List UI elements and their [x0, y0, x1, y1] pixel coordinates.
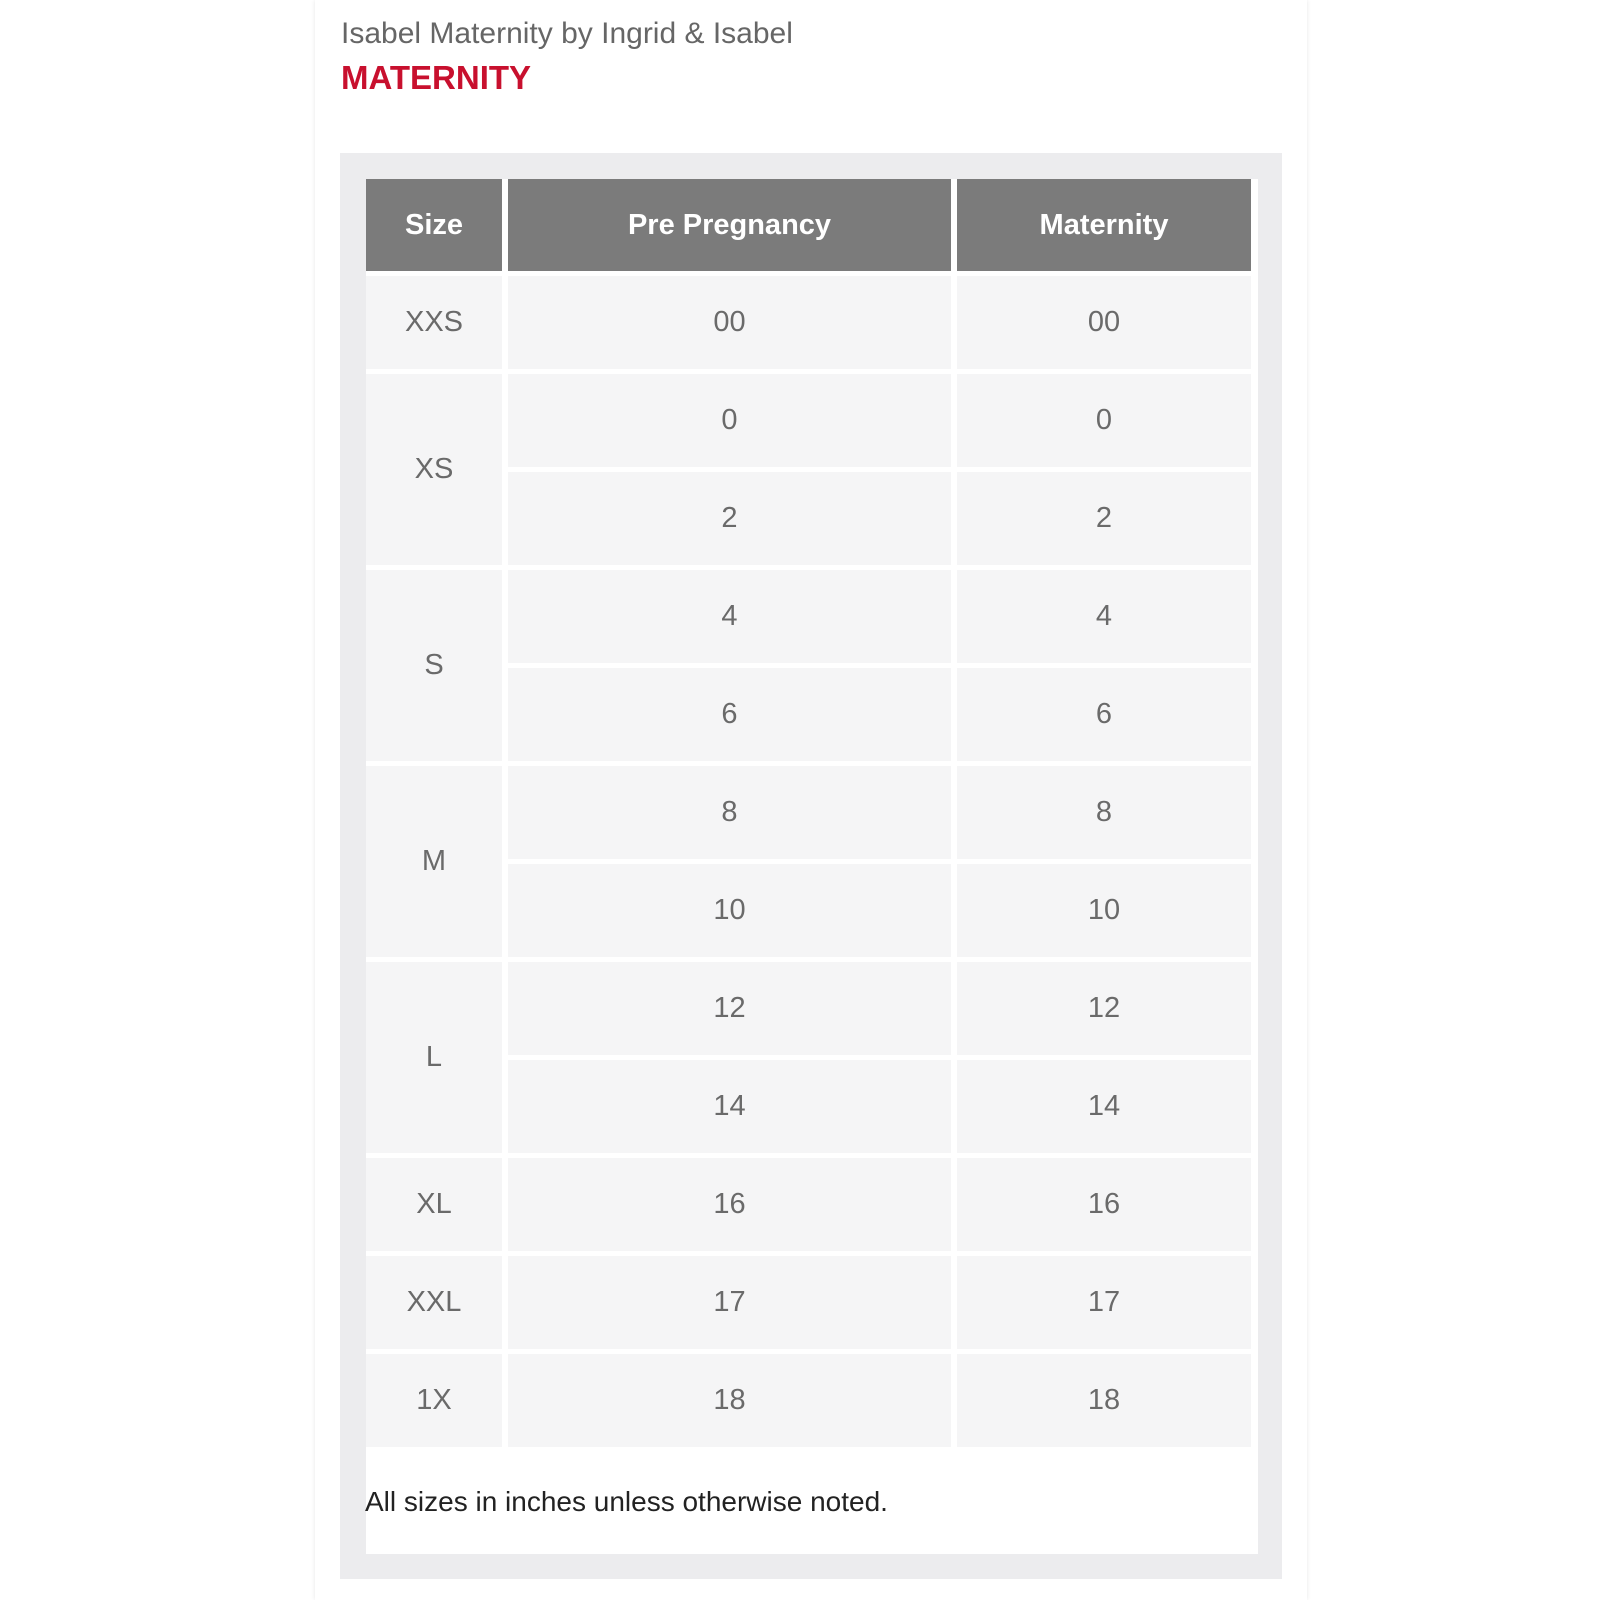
pre-pregnancy-cell: 18: [508, 1354, 951, 1447]
column-header: Pre Pregnancy: [508, 179, 951, 271]
pre-pregnancy-cell: 2: [508, 472, 951, 565]
size-label-cell: XL: [366, 1158, 502, 1251]
size-label-cell: 1X: [366, 1354, 502, 1447]
size-label-cell: S: [366, 570, 502, 761]
column-header: Size: [366, 179, 502, 271]
maternity-cell: 10: [957, 864, 1251, 957]
size-label-cell: XXL: [366, 1256, 502, 1349]
maternity-cell: 6: [957, 668, 1251, 761]
maternity-cell: 0: [957, 374, 1251, 467]
pre-pregnancy-cell: 4: [508, 570, 951, 663]
maternity-cell: 8: [957, 766, 1251, 859]
brand-name: Isabel Maternity by Ingrid & Isabel: [341, 17, 793, 50]
maternity-cell: 2: [957, 472, 1251, 565]
maternity-cell: 14: [957, 1060, 1251, 1153]
pre-pregnancy-cell: 17: [508, 1256, 951, 1349]
pre-pregnancy-cell: 0: [508, 374, 951, 467]
pre-pregnancy-cell: 12: [508, 962, 951, 1055]
pre-pregnancy-cell: 10: [508, 864, 951, 957]
size-note: All sizes in inches unless otherwise noted.: [365, 1486, 888, 1517]
maternity-cell: 17: [957, 1256, 1251, 1349]
maternity-cell: 18: [957, 1354, 1251, 1447]
pre-pregnancy-cell: 8: [508, 766, 951, 859]
size-label-cell: M: [366, 766, 502, 957]
size-label-cell: XS: [366, 374, 502, 565]
maternity-cell: 16: [957, 1158, 1251, 1251]
size-label-cell: L: [366, 962, 502, 1153]
maternity-cell: 12: [957, 962, 1251, 1055]
pre-pregnancy-cell: 16: [508, 1158, 951, 1251]
size-label-cell: XXS: [366, 276, 502, 369]
category-title: MATERNITY: [341, 59, 532, 96]
column-header: Maternity: [957, 179, 1251, 271]
pre-pregnancy-cell: 00: [508, 276, 951, 369]
maternity-cell: 4: [957, 570, 1251, 663]
pre-pregnancy-cell: 14: [508, 1060, 951, 1153]
pre-pregnancy-cell: 6: [508, 668, 951, 761]
size-table: [366, 179, 1258, 1450]
maternity-cell: 00: [957, 276, 1251, 369]
